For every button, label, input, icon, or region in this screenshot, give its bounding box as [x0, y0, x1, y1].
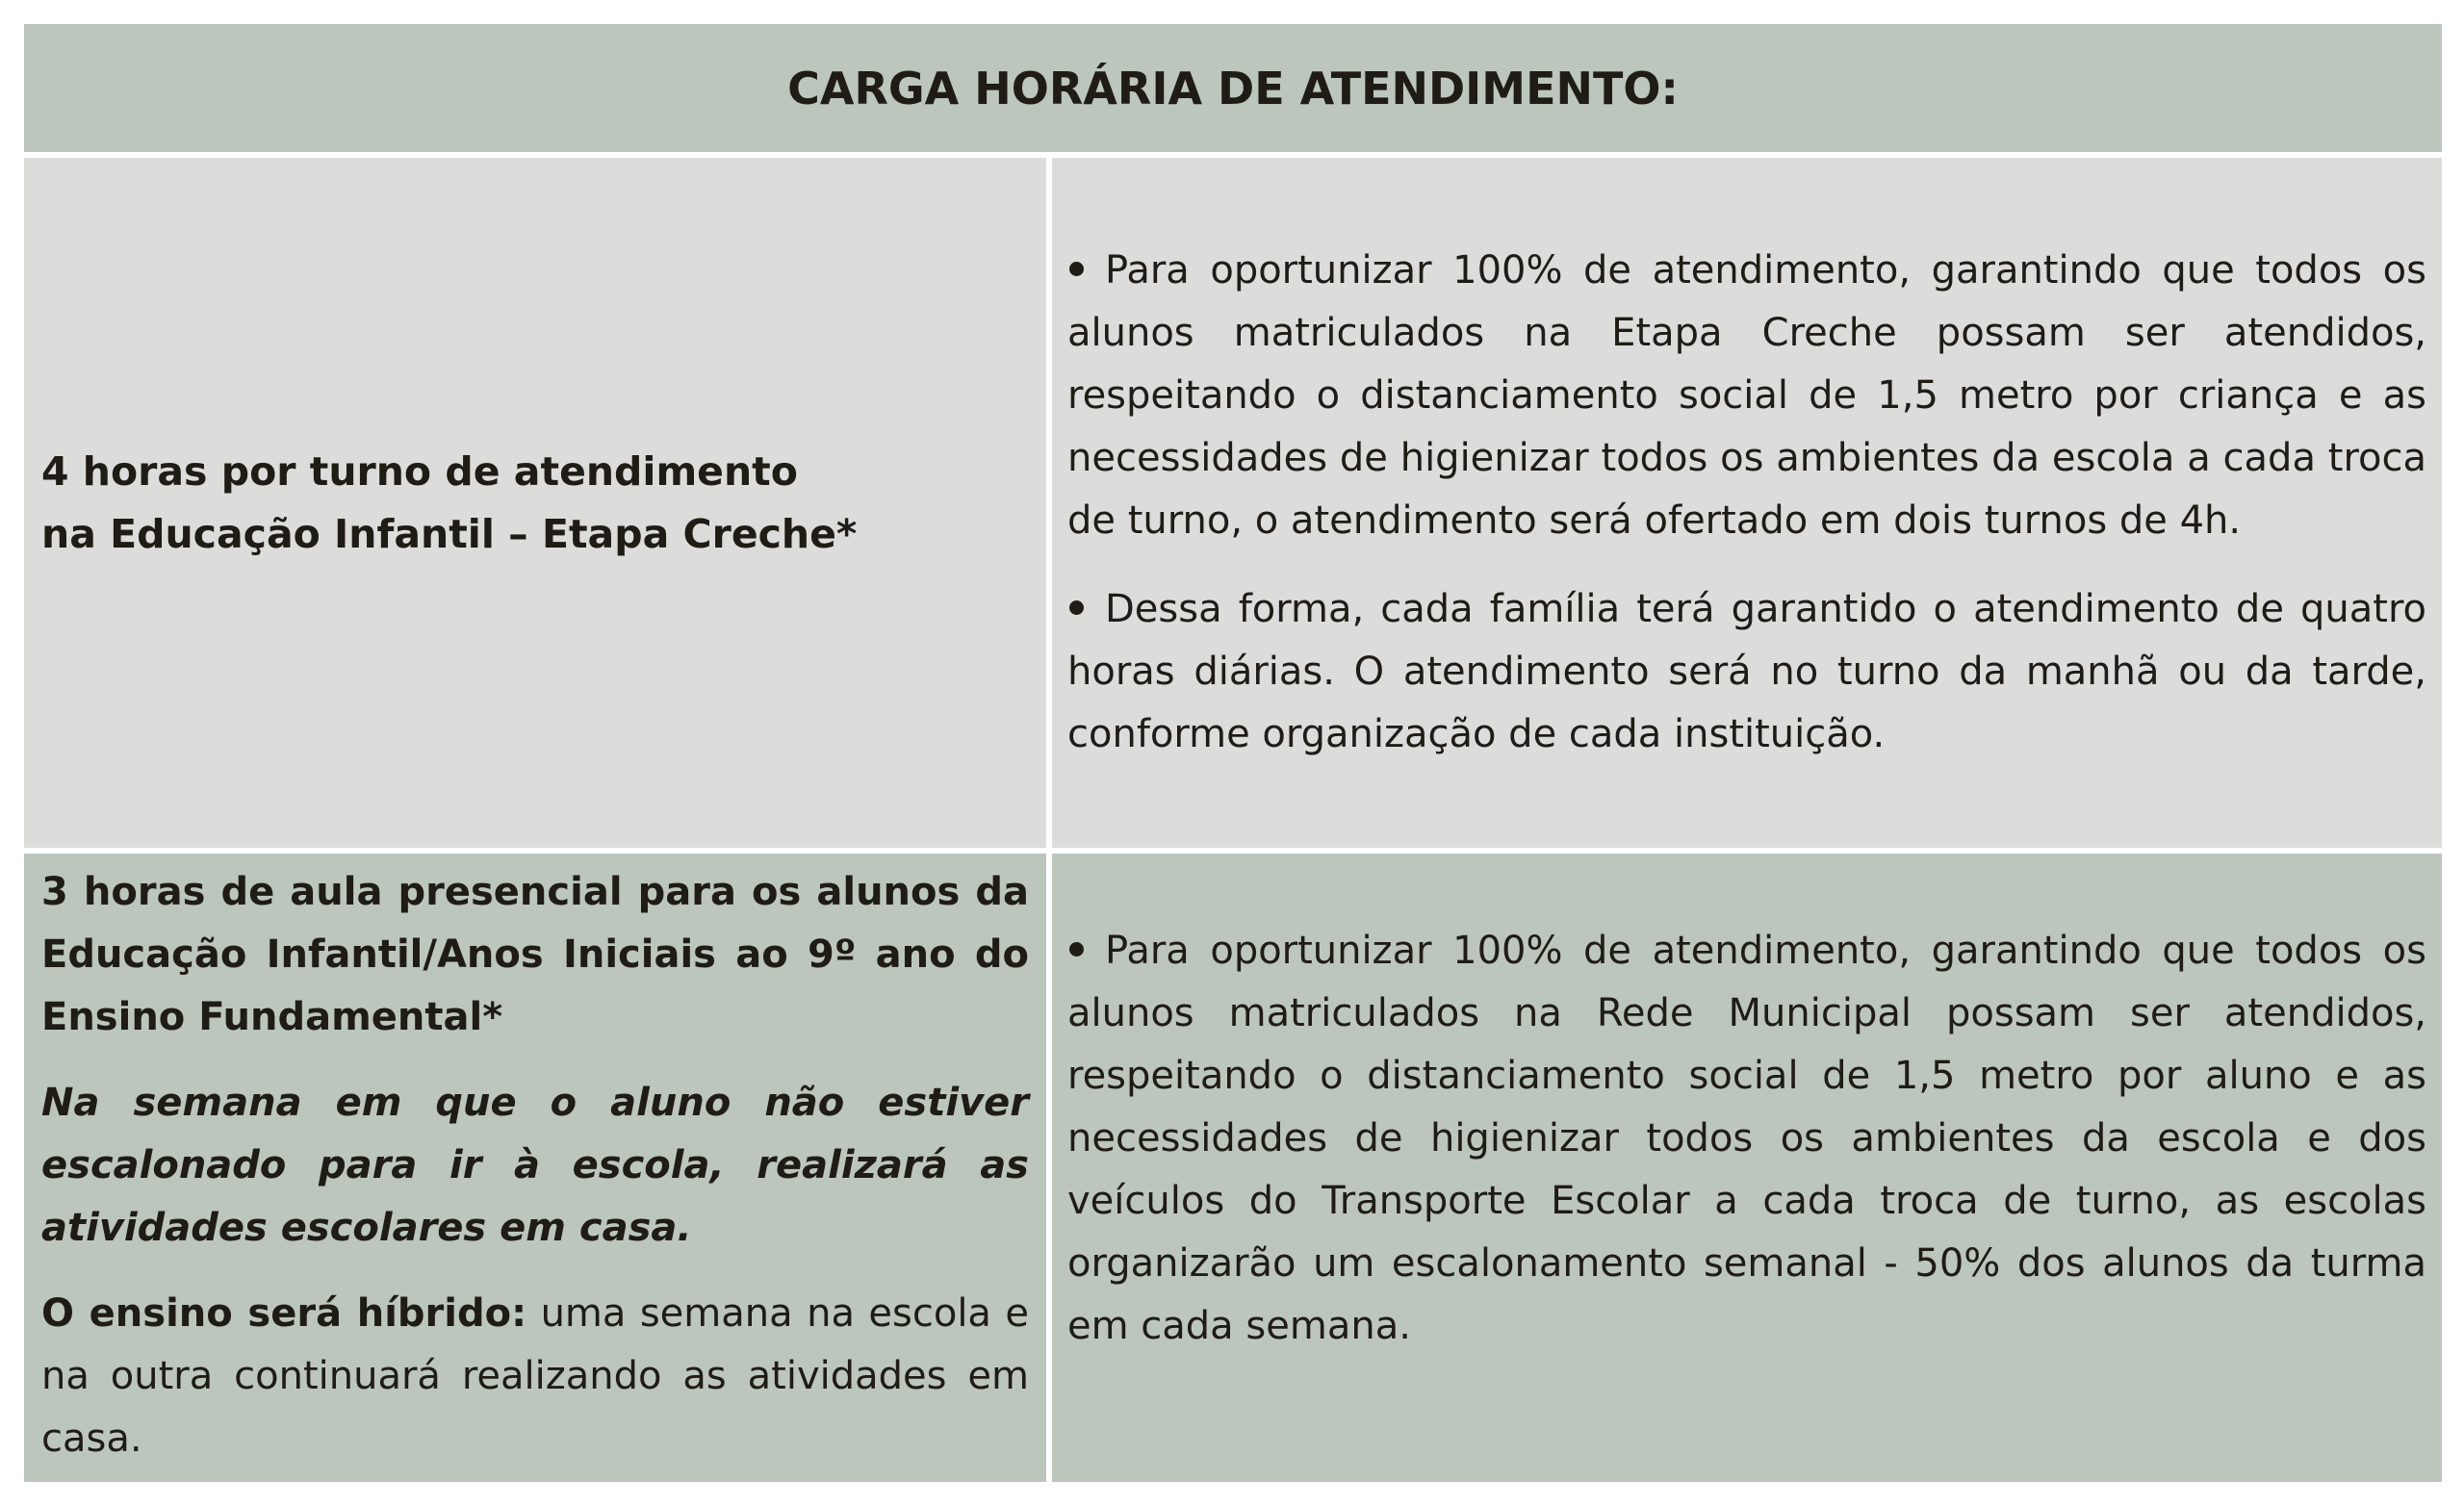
- hybrid-lead: O ensino será híbrido:: [41, 1291, 527, 1336]
- row-creche-label-cell: [24, 158, 1046, 848]
- row-fundamental-details-cell: [1052, 854, 2442, 1482]
- row-fundamental-label: 3 horas de aula presencial para os alunos da Educação Infantil/Anos Iniciais ao 9º ano do Ensino Fundamental*: [41, 870, 1029, 1039]
- row-fundamental-hybrid: [41, 1283, 1029, 1470]
- row-fundamental-note: Na semana em que o aluno não estiver escalonado para ir à escola, realizará as atividades escolares em casa.: [41, 1081, 1029, 1250]
- row-creche-bullet-2-text: Dessa forma, cada família terá garantido o atendimento de quatro horas diárias. O atendimento será no turno da manhã ou da tarde, conforme organização de cada instituição.: [1067, 587, 2426, 756]
- bullet-icon: [1069, 942, 1084, 957]
- row-fundamental-label-cell: [24, 854, 1046, 1482]
- table-title: CARGA HORÁRIA DE ATENDIMENTO:: [787, 62, 1679, 115]
- hybrid-text: uma semana na escola e na outra continuará realizando as atividades em casa.: [41, 1291, 1030, 1461]
- bullet-icon: [1069, 262, 1084, 276]
- row-creche-bullet-1-text: Para oportunizar 100% de atendimento, garantindo que todos os alunos matriculados na Etapa Creche possam ser atendidos, respeitando o distanciamento social de 1,5 metro por criança e as necessidades de higienizar todos os ambientes da escola a cada troca de turno, o atendimento será ofertado em dois turnos de 4h.: [1067, 248, 2426, 543]
- row-fundamental-bullet-1-text: Para oportunizar 100% de atendimento, garantindo que todos os alunos matriculados na Rede Municipal possam ser atendidos, respeitando o distanciamento social de 1,5 metro por aluno e as necessidades de higienizar todos os ambientes da escola e dos veículos do Transporte Escolar a cada troca de turno, as escolas organizarão um escalonamento semanal - 50% dos alunos da turma em cada semana.: [1067, 929, 2426, 1348]
- row-fundamental-bullet-1: [1067, 920, 2426, 1358]
- table-header: [24, 24, 2442, 152]
- row-creche-bullet-2: [1067, 578, 2426, 766]
- schedule-table: [24, 24, 2442, 1482]
- row-creche-details-cell: [1052, 158, 2442, 848]
- bullet-icon: [1069, 600, 1084, 615]
- row-creche-bullet-1: [1067, 240, 2426, 552]
- row-creche-label: 4 horas por turno de atendimento na Educação Infantil – Etapa Creche*: [41, 447, 858, 557]
